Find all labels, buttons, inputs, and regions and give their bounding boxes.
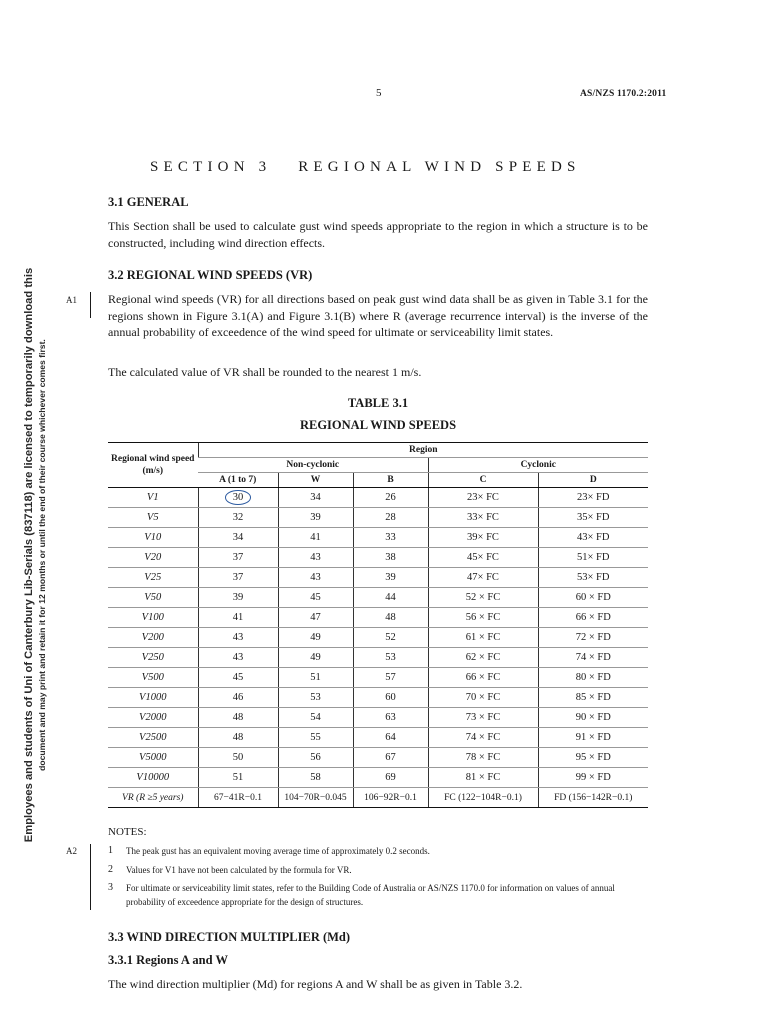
table-row — [108, 588, 648, 608]
table-cell: 66 × FD — [538, 608, 648, 628]
table-cell: 26 — [353, 488, 428, 508]
license-line-1: Employees and students of Uni of Canterbury Lib-Serials (837118) are licensed to temporarily download this — [23, 267, 35, 843]
table-row — [108, 508, 648, 528]
table-cell: 62 × FC — [428, 648, 538, 668]
table-cell: 72 × FD — [538, 628, 648, 648]
table-cell: 63 — [353, 708, 428, 728]
table-cell: 58 — [278, 768, 353, 788]
table-cell: 51 — [278, 668, 353, 688]
table-cell: 48 — [198, 728, 278, 748]
column-header: W — [278, 473, 353, 488]
table-number: TABLE 3.1 — [347, 396, 409, 410]
formula-cell: 67−41R−0.1 — [198, 788, 278, 808]
table-cell: 53 — [278, 688, 353, 708]
table-cell: 78 × FC — [428, 748, 538, 768]
table-cell: 23× FC — [428, 488, 538, 508]
table-cell: 99 × FD — [538, 768, 648, 788]
row-label: V2000 — [108, 708, 198, 728]
table-cell: 74 × FD — [538, 648, 648, 668]
table-cell: 43 — [278, 548, 353, 568]
table-cell: 73 × FC — [428, 708, 538, 728]
column-header: D — [538, 473, 648, 488]
table-cell: 95 × FD — [538, 748, 648, 768]
table-cell: 32 — [198, 508, 278, 528]
table-cell: 85 × FD — [538, 688, 648, 708]
table-row — [108, 768, 648, 788]
table-cell: 23× FD — [538, 488, 648, 508]
table-cell: 53× FD — [538, 568, 648, 588]
notes-heading: NOTES: — [108, 826, 147, 838]
table-cell: 90 × FD — [538, 708, 648, 728]
note-item — [108, 882, 648, 909]
formula-cell: FD (156−142R−0.1) — [538, 788, 648, 808]
paragraph-3-1: This Section shall be used to calculate gust wind speeds appropriate to the region in which a structure is to be constructed, including wind direction effects. — [108, 219, 648, 250]
column-header: A (1 to 7) — [198, 473, 278, 488]
section-title: SECTION 3 REGIONAL WIND SPEEDS — [150, 159, 581, 175]
regional-wind-speeds-table — [108, 442, 648, 808]
note-text: The peak gust has an equivalent moving average time of approximately 0.2 seconds. — [126, 846, 430, 856]
table-cell: 41 — [198, 608, 278, 628]
table-cell: 43 — [278, 568, 353, 588]
table-cell: 50 — [198, 748, 278, 768]
license-notice — [20, 267, 50, 843]
table-cell: 80 × FD — [538, 668, 648, 688]
column-header: B — [353, 473, 428, 488]
table-cell: 56 — [278, 748, 353, 768]
table-cell: 64 — [353, 728, 428, 748]
row-label: V200 — [108, 628, 198, 648]
row-label: V5000 — [108, 748, 198, 768]
table-cell: 39 — [198, 588, 278, 608]
row-label: V50 — [108, 588, 198, 608]
table-header-row — [108, 443, 648, 458]
table-cell: 34 — [198, 528, 278, 548]
formula-cell: 106−92R−0.1 — [353, 788, 428, 808]
table-row — [108, 648, 648, 668]
row-label: V5 — [108, 508, 198, 528]
table-cell: 74 × FC — [428, 728, 538, 748]
row-label: V20 — [108, 548, 198, 568]
table-cell: 33 — [353, 528, 428, 548]
table-cell: 52 × FC — [428, 588, 538, 608]
table-cell: 33× FC — [428, 508, 538, 528]
table-cell: 49 — [278, 628, 353, 648]
table-row — [108, 608, 648, 628]
table-cell: 53 — [353, 648, 428, 668]
row-label: V500 — [108, 668, 198, 688]
formula-cell: FC (122−104R−0.1) — [428, 788, 538, 808]
table-cell: 37 — [198, 568, 278, 588]
amendment-label-a2: A2 — [66, 846, 77, 856]
table-body — [108, 488, 648, 808]
table-cell: 43 — [198, 648, 278, 668]
heading-3-2: 3.2 REGIONAL WIND SPEEDS (VR) — [108, 268, 313, 282]
table-cell: 45× FC — [428, 548, 538, 568]
table-cell: 41 — [278, 528, 353, 548]
table-cell: 34 — [278, 488, 353, 508]
heading-3-1: 3.1 GENERAL — [108, 195, 189, 209]
row-label: V10 — [108, 528, 198, 548]
table-cell: 51× FD — [538, 548, 648, 568]
table-cell: 54 — [278, 708, 353, 728]
table-row — [108, 748, 648, 768]
table-cell: 43 — [198, 628, 278, 648]
paragraph-3-3-1: The wind direction multiplier (Md) for regions A and W shall be as given in Table 3.2. — [108, 977, 523, 991]
table-cell: 56 × FC — [428, 608, 538, 628]
paragraph-3-2: Regional wind speeds (VR) for all directions based on peak gust wind data shall be as given in Table 3.1 for the regions shown in Figure 3.1(A) and Figure 3.1(B) where R (average recurrence interval) is the inverse of the annual probability of exceedence of the wind speed for ultimate or serviceability limit states. — [108, 292, 648, 339]
table-title: REGIONAL WIND SPEEDS — [299, 418, 457, 432]
table-cell: 52 — [353, 628, 428, 648]
table-row — [108, 568, 648, 588]
note-number: 3 — [108, 882, 113, 893]
table-row — [108, 668, 648, 688]
formula-cell: 104−70R−0.045 — [278, 788, 353, 808]
table-cell: 69 — [353, 768, 428, 788]
table-cell — [198, 488, 278, 508]
page-number: 5 — [376, 87, 382, 99]
license-line-2: document and may print and retain it for 12 months or until the end of their course whichever comes first. — [37, 339, 47, 771]
note-item — [108, 845, 648, 859]
table-cell: 37 — [198, 548, 278, 568]
table-cell: 35× FD — [538, 508, 648, 528]
note-number: 2 — [108, 864, 113, 875]
row-label: V25 — [108, 568, 198, 588]
table-row — [108, 708, 648, 728]
row-label: VR (R ≥5 years) — [108, 788, 198, 808]
column-header: C — [428, 473, 538, 488]
amendment-bar — [90, 292, 91, 318]
table-cell: 60 × FD — [538, 588, 648, 608]
row-label: V1000 — [108, 688, 198, 708]
note-text: Values for V1 have not been calculated by the formula for VR. — [126, 865, 352, 875]
header-region: Region — [198, 443, 648, 458]
standard-reference: AS/NZS 1170.2:2011 — [580, 89, 667, 99]
header-non-cyclonic: Non-cyclonic — [198, 458, 428, 473]
table-row — [108, 488, 648, 508]
table-row — [108, 628, 648, 648]
amendment-bar — [90, 844, 91, 910]
table-cell: 60 — [353, 688, 428, 708]
paragraph-3-2-rounding: The calculated value of VR shall be rounded to the nearest 1 m/s. — [108, 365, 422, 379]
table-cell: 57 — [353, 668, 428, 688]
table-cell: 45 — [278, 588, 353, 608]
table-cell: 49 — [278, 648, 353, 668]
table-formula-row — [108, 788, 648, 808]
heading-3-3-1: 3.3.1 Regions A and W — [108, 953, 228, 967]
header-cyclonic: Cyclonic — [428, 458, 648, 473]
row-label: V1 — [108, 488, 198, 508]
table-row — [108, 688, 648, 708]
circled-value: 30 — [225, 490, 252, 505]
table-cell: 81 × FC — [428, 768, 538, 788]
table-cell: 46 — [198, 688, 278, 708]
table-row — [108, 528, 648, 548]
table-cell: 48 — [353, 608, 428, 628]
table-cell: 47 — [278, 608, 353, 628]
table-cell: 47× FC — [428, 568, 538, 588]
row-label: V10000 — [108, 768, 198, 788]
table-row — [108, 548, 648, 568]
table-cell: 28 — [353, 508, 428, 528]
table-row — [108, 728, 648, 748]
table-cell: 38 — [353, 548, 428, 568]
row-label: V100 — [108, 608, 198, 628]
row-label: V2500 — [108, 728, 198, 748]
table-cell: 51 — [198, 768, 278, 788]
table-cell: 45 — [198, 668, 278, 688]
table-cell: 39 — [278, 508, 353, 528]
amendment-label-a1: A1 — [66, 295, 77, 305]
table-cell: 44 — [353, 588, 428, 608]
table-cell: 55 — [278, 728, 353, 748]
header-regional-wind-speed: Regional wind speed (m/s) — [108, 443, 198, 488]
row-label: V250 — [108, 648, 198, 668]
table-cell: 39 — [353, 568, 428, 588]
heading-3-3: 3.3 WIND DIRECTION MULTIPLIER (Md) — [108, 930, 351, 944]
table-cell: 48 — [198, 708, 278, 728]
note-text: For ultimate or serviceability limit states, refer to the Building Code of Australia or AS/NZS 1170.0 for information on values of annual probability of exceedence appropriate for the design of structures. — [126, 883, 615, 907]
table-cell: 70 × FC — [428, 688, 538, 708]
note-number: 1 — [108, 845, 113, 856]
table-cell: 67 — [353, 748, 428, 768]
table-cell: 61 × FC — [428, 628, 538, 648]
table-cell: 66 × FC — [428, 668, 538, 688]
table-cell: 43× FD — [538, 528, 648, 548]
table-cell: 91 × FD — [538, 728, 648, 748]
table-cell: 39× FC — [428, 528, 538, 548]
note-item — [108, 864, 648, 878]
